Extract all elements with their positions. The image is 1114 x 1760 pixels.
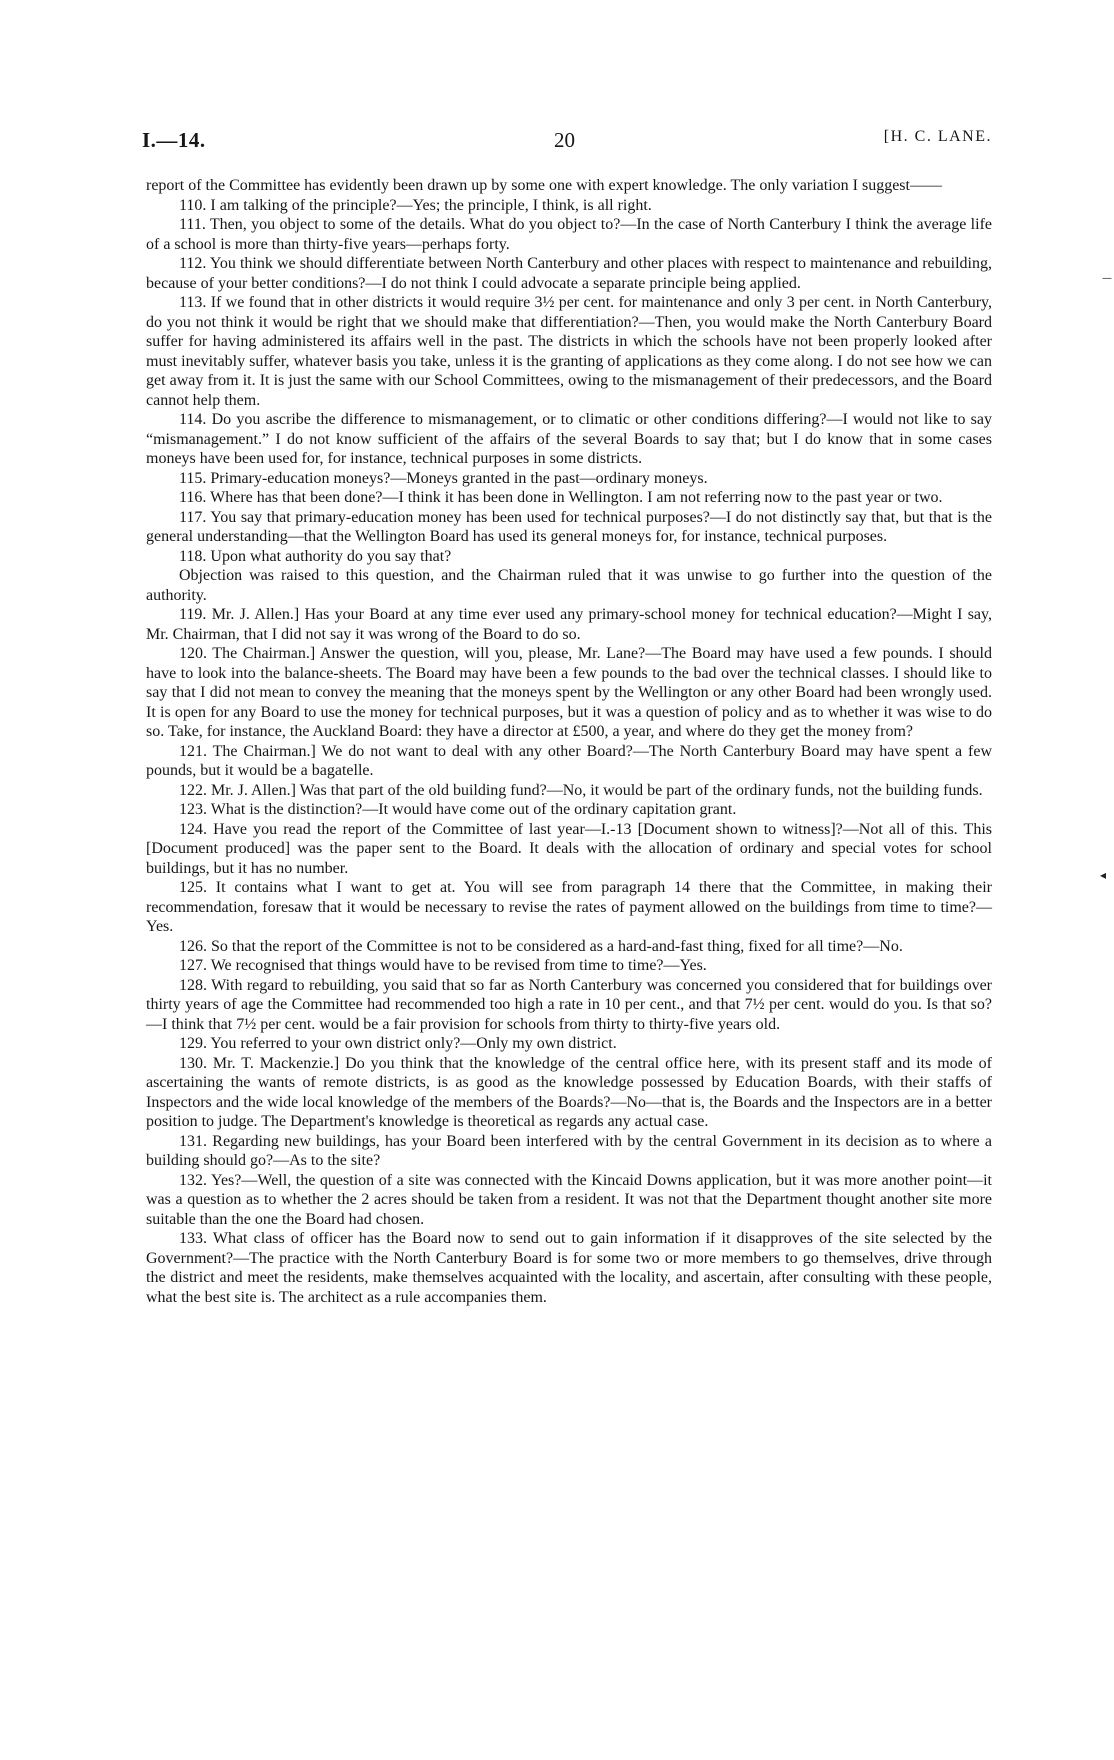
paragraph-118: 118. Upon what authority do you say that? <box>179 547 452 565</box>
paragraph-124: 124. Have you read the report of the Committee of last year—I.-13 [Document shown to witness]?—Not all of this. This [Document produced] was the paper sent to the Board. It deals with the allocation of ordinary and special votes for school buildings, but it has no number. <box>146 820 992 877</box>
paragraph-120: 120. The Chairman.] Answer the question, will you, please, Mr. Lane?—The Board may have used a few pounds. I should have to look into the balance-sheets. The Board may have been a few pounds to the bad over the technical classes. I should like to say that I did not mean to convey the meaning that the moneys spent by the Wellington or any other Board had been wrongly used. It is open for any Board to use the money for technical purposes, but it was a question of policy and as to whether it was wise to do so. Take, for instance, the Auckland Board: they have a director at £500, a year, and where do they get the money from? <box>146 645 992 740</box>
paragraph-133: 133. What class of officer has the Board now to send out to gain information if it disapproves of the site selected by the Government?—The practice with the North Canterbury Board is for some two or more members to go themselves, drive through the district and meet the residents, make themselves acquainted with the locality, and ascertain, after consulting with these people, what the best site is. The architect as a rule accompanies them. <box>146 1230 992 1306</box>
margin-arrow-icon: ◂ <box>1100 868 1107 882</box>
paper-reference: I.—14. <box>142 128 206 152</box>
paragraph-110: 110. I am talking of the principle?—Yes; the principle, I think, is all right. <box>179 196 652 214</box>
margin-dash-icon: — <box>1102 273 1112 284</box>
paragraph-128: 128. With regard to rebuilding, you said that so far as North Canterbury was concerned you considered that for buildings over thirty years of age the Committee had recommended too high a rate in 10 per cent., and that 7½ per cent. would do you. Is that so?—I think that 7½ per cent. would be a fair provision for schools from thirty to thirty-five years old. <box>146 976 992 1033</box>
paragraph-112: 112. You think we should differentiate between North Canterbury and other places with respect to maintenance and rebuilding, because of your better conditions?—I do not think I could advocate a separate principle being applied. <box>146 255 992 292</box>
page-header <box>142 128 992 156</box>
paragraph-116: 116. Where has that been done?—I think it has been done in Wellington. I am not referring now to the past year or two. <box>179 489 943 506</box>
paragraph-objection: Objection was raised to this question, and the Chairman ruled that it was unwise to go further into the question of the authority. <box>146 567 992 604</box>
page-number: 20 <box>554 128 575 152</box>
paragraph-111: 111. Then, you object to some of the details. What do you object to?—In the case of North Canterbury I think the average life of a school is more than thirty-five years—perhaps forty. <box>146 216 992 253</box>
paragraph-continued: report of the Committee has evidently been drawn up by some one with expert knowledge. The only variation I suggest—— <box>146 177 942 194</box>
paragraph-129: 129. You referred to your own district only?—Only my own district. <box>179 1035 617 1052</box>
paragraph-121: 121. The Chairman.] We do not want to deal with any other Board?—The North Canterbury Board may have spent a few pounds, but it would be a bagatelle. <box>146 742 992 779</box>
paragraph-127: 127. We recognised that things would have to be revised from time to time?—Yes. <box>179 957 707 974</box>
paragraph-123: 123. What is the distinction?—It would have come out of the ordinary capitation grant. <box>179 801 737 818</box>
paragraph-131: 131. Regarding new buildings, has your Board been interfered with by the central Government in its decision as to where a building should go?—As to the site? <box>146 1132 992 1169</box>
paragraph-130: 130. Mr. T. Mackenzie.] Do you think that the knowledge of the central office here, with its present staff and its mode of ascertaining the wants of remote districts, is as good as the knowledge possessed by Education Boards, with their staffs of Inspectors and the wide local knowledge of the members of the Boards?—No—that is, the Boards and the Inspectors are in a better position to judge. The Department's knowledge is theoretical as regards any actual case. <box>146 1054 992 1130</box>
paragraph-113: 113. If we found that in other districts it would require 3½ per cent. for maintenance and only 3 per cent. in North Canterbury, do you not think it would be right that we should make that differentiation?—Then, you would make the North Canterbury Board suffer for having administered its affairs well in the past. The districts in which the schools have not been properly looked after must inevitably suffer, whatever basis you take, unless it is the granting of applications as they come along. I do not see how we can get away from it. It is just the same with our School Committees, owing to the mismanagement of their predecessors, and the Board cannot help them. <box>146 294 992 409</box>
transcript-body <box>146 176 992 1307</box>
paragraph-115: 115. Primary-education moneys?—Moneys granted in the past—ordinary moneys. <box>179 469 708 487</box>
paragraph-114: 114. Do you ascribe the difference to mismanagement, or to climatic or other conditions differing?—I would not like to say “mismanagement.” I do not know sufficient of the affairs of the several Boards to say that; but I do know that in some cases moneys have been used for, for instance, technical purposes in some districts. <box>146 411 992 467</box>
paragraph-132: 132. Yes?—Well, the question of a site was connected with the Kincaid Downs application, but it was more another point—it was a question as to whether the 2 acres should be taken from a resident. It was not that the Department thought another site more suitable than the one the Board had chosen. <box>146 1171 992 1228</box>
paragraph-126: 126. So that the report of the Committee is not to be considered as a hard-and-fast thing, fixed for all time?—No. <box>179 937 903 955</box>
witness-name: [H. C. LANE. <box>883 128 992 145</box>
paragraph-125: 125. It contains what I want to get at. You will see from paragraph 14 there that the Committee, in making their recommendation, foresaw that it would be necessary to revise the rates of payment allowed on the buildings from time to time?—Yes. <box>146 879 992 935</box>
paragraph-119: 119. Mr. J. Allen.] Has your Board at any time ever used any primary-school money for technical education?—Might I say, Mr. Chairman, that I did not say it was wrong of the Board to do so. <box>146 606 992 643</box>
paragraph-122: 122. Mr. J. Allen.] Was that part of the old building fund?—No, it would be part of the ordinary funds, not the building funds. <box>179 781 983 799</box>
paragraph-117: 117. You say that primary-education money has been used for technical purposes?—I do not distinctly say that, but that is the general understanding—that the Wellington Board has used its general moneys for, for instance, technical purposes. <box>146 508 992 545</box>
